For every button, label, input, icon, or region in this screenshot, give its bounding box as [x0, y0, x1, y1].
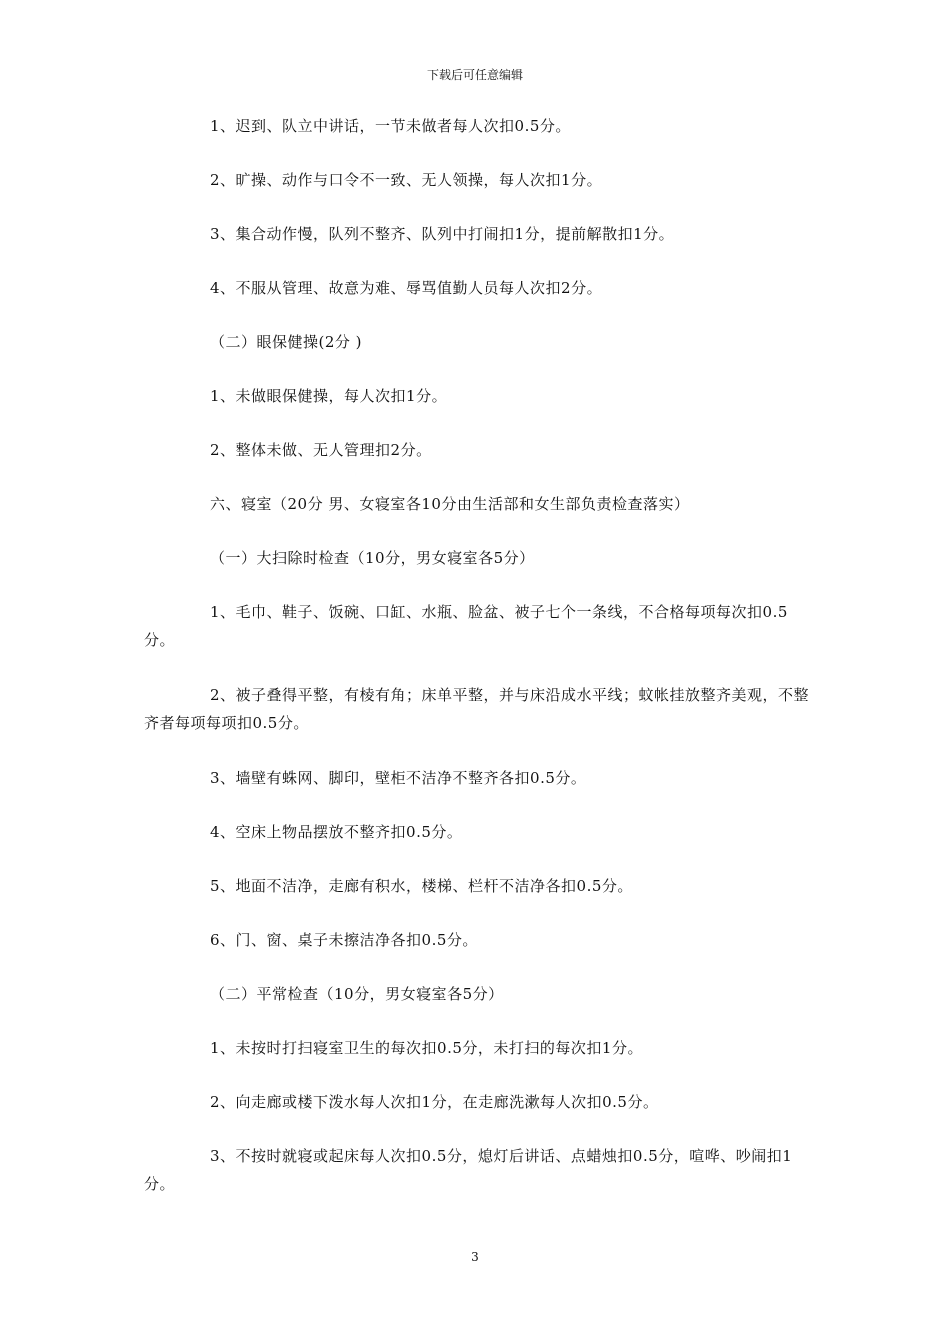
paragraph: 4、不服从管理、故意为难、辱骂值勤人员每人次扣2分。	[210, 279, 603, 297]
paragraph: 1、未按时打扫寝室卫生的每次扣0.5分，未打扫的每次扣1分。	[210, 1039, 643, 1057]
paragraph: 2、旷操、动作与口令不一致、无人领操，每人次扣1分。	[210, 171, 603, 189]
paragraph: 1、未做眼保健操，每人次扣1分。	[210, 387, 448, 405]
section-heading: （一）大扫除时检查（10分，男女寝室各5分）	[210, 549, 535, 567]
section-heading: 六、寝室（20分 男、女寝室各10分由生活部和女生部负责检查落实）	[210, 495, 690, 513]
paragraph: 2、被子叠得平整，有棱有角；床单平整，并与床沿成水平线；蚊帐挂放整齐美观，不整齐者每项每项扣0.5分。	[144, 686, 810, 732]
paragraph: 1、迟到、队立中讲话，一节未做者每人次扣0.5分。	[210, 117, 571, 135]
paragraph: 3、不按时就寝或起床每人次扣0.5分，熄灯后讲话、点蜡烛扣0.5分，喧哗、吵闹扣1分。	[144, 1147, 793, 1193]
paragraph: 2、整体未做、无人管理扣2分。	[210, 441, 432, 459]
paragraph: 3、集合动作慢，队列不整齐、队列中打闹扣1分，提前解散扣1分。	[210, 225, 675, 243]
section-heading: （二）平常检查（10分，男女寝室各5分）	[210, 985, 504, 1003]
paragraph: 4、空床上物品摆放不整齐扣0.5分。	[210, 823, 463, 841]
document-body	[0, 112, 950, 1225]
paragraph: 6、门、窗、桌子未擦洁净各扣0.5分。	[210, 931, 478, 949]
paragraph: 5、地面不洁净，走廊有积水，楼梯、栏杆不洁净各扣0.5分。	[210, 877, 633, 895]
paragraph: 3、墙壁有蛛网、脚印，壁柜不洁净不整齐各扣0.5分。	[210, 769, 587, 787]
page-number: 3	[471, 1250, 479, 1264]
paragraph: 2、向走廊或楼下泼水每人次扣1分，在走廊洗漱每人次扣0.5分。	[210, 1093, 659, 1111]
section-heading: （二）眼保健操(2分 )	[210, 333, 363, 351]
page-header: 下载后可任意编辑	[426, 68, 523, 82]
paragraph: 1、毛巾、鞋子、饭碗、口缸、水瓶、脸盆、被子七个一条线，不合格每项每次扣0.5分。	[144, 603, 788, 649]
